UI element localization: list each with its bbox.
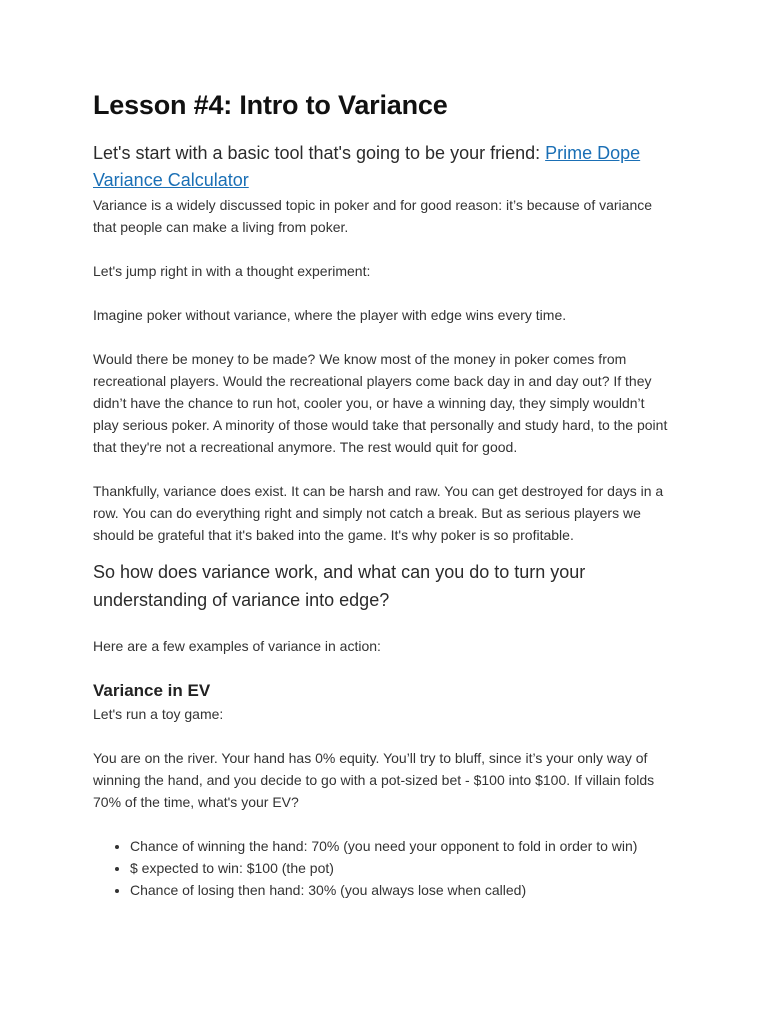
- variance-calculator-link[interactable]: Prime Dope Variance Calculator: [93, 143, 641, 190]
- paragraph-thought-experiment: Let's jump right in with a thought experiment:: [93, 263, 371, 279]
- document: [93, 86, 673, 901]
- page-title: Lesson #4: Intro to Variance: [93, 90, 448, 120]
- list-item: • Chance of losing then hand: 30% (you always lose when called): [130, 879, 673, 901]
- paragraph-variance-definition: Variance is a widely discussed topic in poker and for good reason: it’s because of variance that people can make a living from poker.: [93, 197, 653, 235]
- paragraph-money: Would there be money to be made? We know most of the money in poker comes from recreational players. Would the recreational players come back day in and day out? If they didn’t have the chance to run hot, cooler you, or have a winning day, they simply wouldn’t play serious poker. A minority of those would take that personally and study hard, to the point that they're not a recreational anymore. The rest would quit for good.: [93, 351, 668, 455]
- paragraph-thankfully: Thankfully, variance does exist. It can be harsh and raw. You can get destroyed for days in a row. You can do everything right and simply not catch a break. But as serious players we should be grateful that it's baked into the game. It's why poker is so profitable.: [93, 483, 664, 543]
- section-heading-variance-in-ev: Variance in EV: [93, 681, 211, 700]
- intro-text: Let's start with a basic tool that's going to be your friend:: [93, 143, 546, 163]
- paragraph-imagine: Imagine poker without variance, where the player with edge wins every time.: [93, 307, 567, 323]
- paragraph-examples-intro: Here are a few examples of variance in action:: [93, 638, 381, 654]
- paragraph-river-bluff: You are on the river. Your hand has 0% equity. You’ll try to bluff, since it’s your only way of winning the hand, and you decide to go with a pot-sized bet - $100 into $100. If villain folds 70% of the time, what's your EV?: [93, 750, 655, 810]
- intro-line: [93, 140, 673, 194]
- list-item: • Chance of winning the hand: 70% (you need your opponent to fold in order to win): [130, 835, 673, 857]
- list-item: • $ expected to win: $100 (the pot): [130, 857, 673, 879]
- paragraph-toy-game: Let's run a toy game:: [93, 706, 224, 722]
- ev-bullet-list: [93, 835, 673, 901]
- subheading-how-variance-works: So how does variance work, and what can you do to turn your understanding of variance into edge?: [93, 562, 586, 610]
